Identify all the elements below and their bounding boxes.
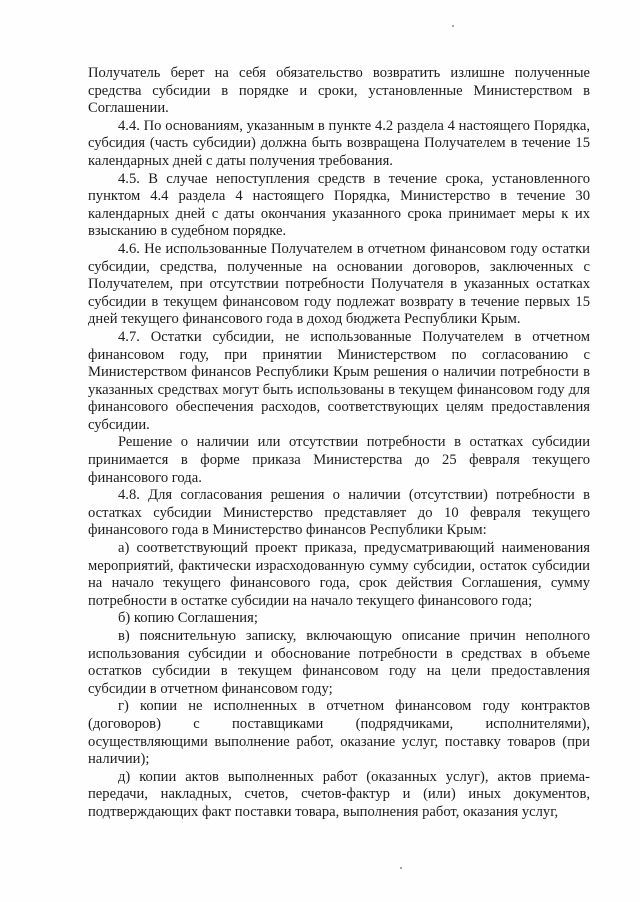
list-item-g: г) копии не исполненных в отчетном финансовом году контрактов (договоров) с поставщиками (подрядчиками, исполнителями), осуществляющими выполнение работ, оказание услуг, поставку товаров (при наличии); [88,698,590,768]
paragraph-4-6: 4.6. Не использованные Получателем в отчетном финансовом году остатки субсидии, средства, полученные на основании договоров, заключенных с Получателем, при отсутствии потребности Получателя в указанных остатках субсидии в текущем финансовом году подлежат возврату в течение первых 15 дней текущего финансового года в доход бюджета Республики Крым. [88,240,590,328]
list-item-d: д) копии актов выполненных работ (оказанных услуг), актов приема-передачи, накладных, счетов, счетов-фактур и (или) иных документов, подтверждающих факт поставки товара, выполнения работ, оказания услуг, [88,768,590,820]
paragraph-decision: Решение о наличии или отсутствии потребности в остатках субсидии принимается в форме приказа Министерства до 25 февраля текущего финансового года. [88,434,590,486]
scan-speck [452,25,454,27]
list-item-v: в) пояснительную записку, включающую описание причин неполного использования субсидии и обоснование потребности в средствах в объеме остатков субсидии в текущем финансовом году на цели предоставления субсидии в отчетном финансовом году; [88,628,590,697]
list-item-b: б) копию Соглашения; [118,610,258,627]
document-body [88,65,590,822]
paragraph-4-7: 4.7. Остатки субсидии, не использованные Получателем в отчетном финансовом году, при принятии Министерством по согласованию с Министерством финансов Республики Крым решения о наличии потребности в указанных средствах могут быть использованы в текущем финансовом году для финансового обеспечения расходов, соответствующих целям предоставления субсидии. [88,328,590,433]
list-item-a: а) соответствующий проект приказа, предусматривающий наименования мероприятий, фактически израсходованную сумму субсидии, остаток субсидии на начало текущего финансового года, срок действия Соглашения, сумму потребности в остатке субсидии на начало текущего финансового года; [88,540,590,609]
paragraph-intro: Получатель берет на себя обязательство возвратить излишне полученные средства субсидии в порядке и сроки, установленные Министерством в Соглашении. [88,65,590,117]
paragraph-4-8: 4.8. Для согласования решения о наличии (отсутствии) потребности в остатках субсидии Министерство представляет до 10 февраля текущего финансового года в Министерство финансов Республики Крым: [88,487,590,539]
paragraph-4-5: 4.5. В случае непоступления средств в течение срока, установленного пунктом 4.4 раздела 4 настоящего Порядка, Министерство в течение 30 календарных дней с даты окончания указанного срока принимает меры к их взысканию в судебном порядке. [88,170,590,240]
paragraph-4-4: 4.4. По основаниям, указанным в пункте 4.2 раздела 4 настоящего Порядка, субсидия (часть субсидии) должна быть возвращена Получателем в течение 15 календарных дней с даты получения требования. [88,117,590,169]
scan-speck [400,867,402,869]
